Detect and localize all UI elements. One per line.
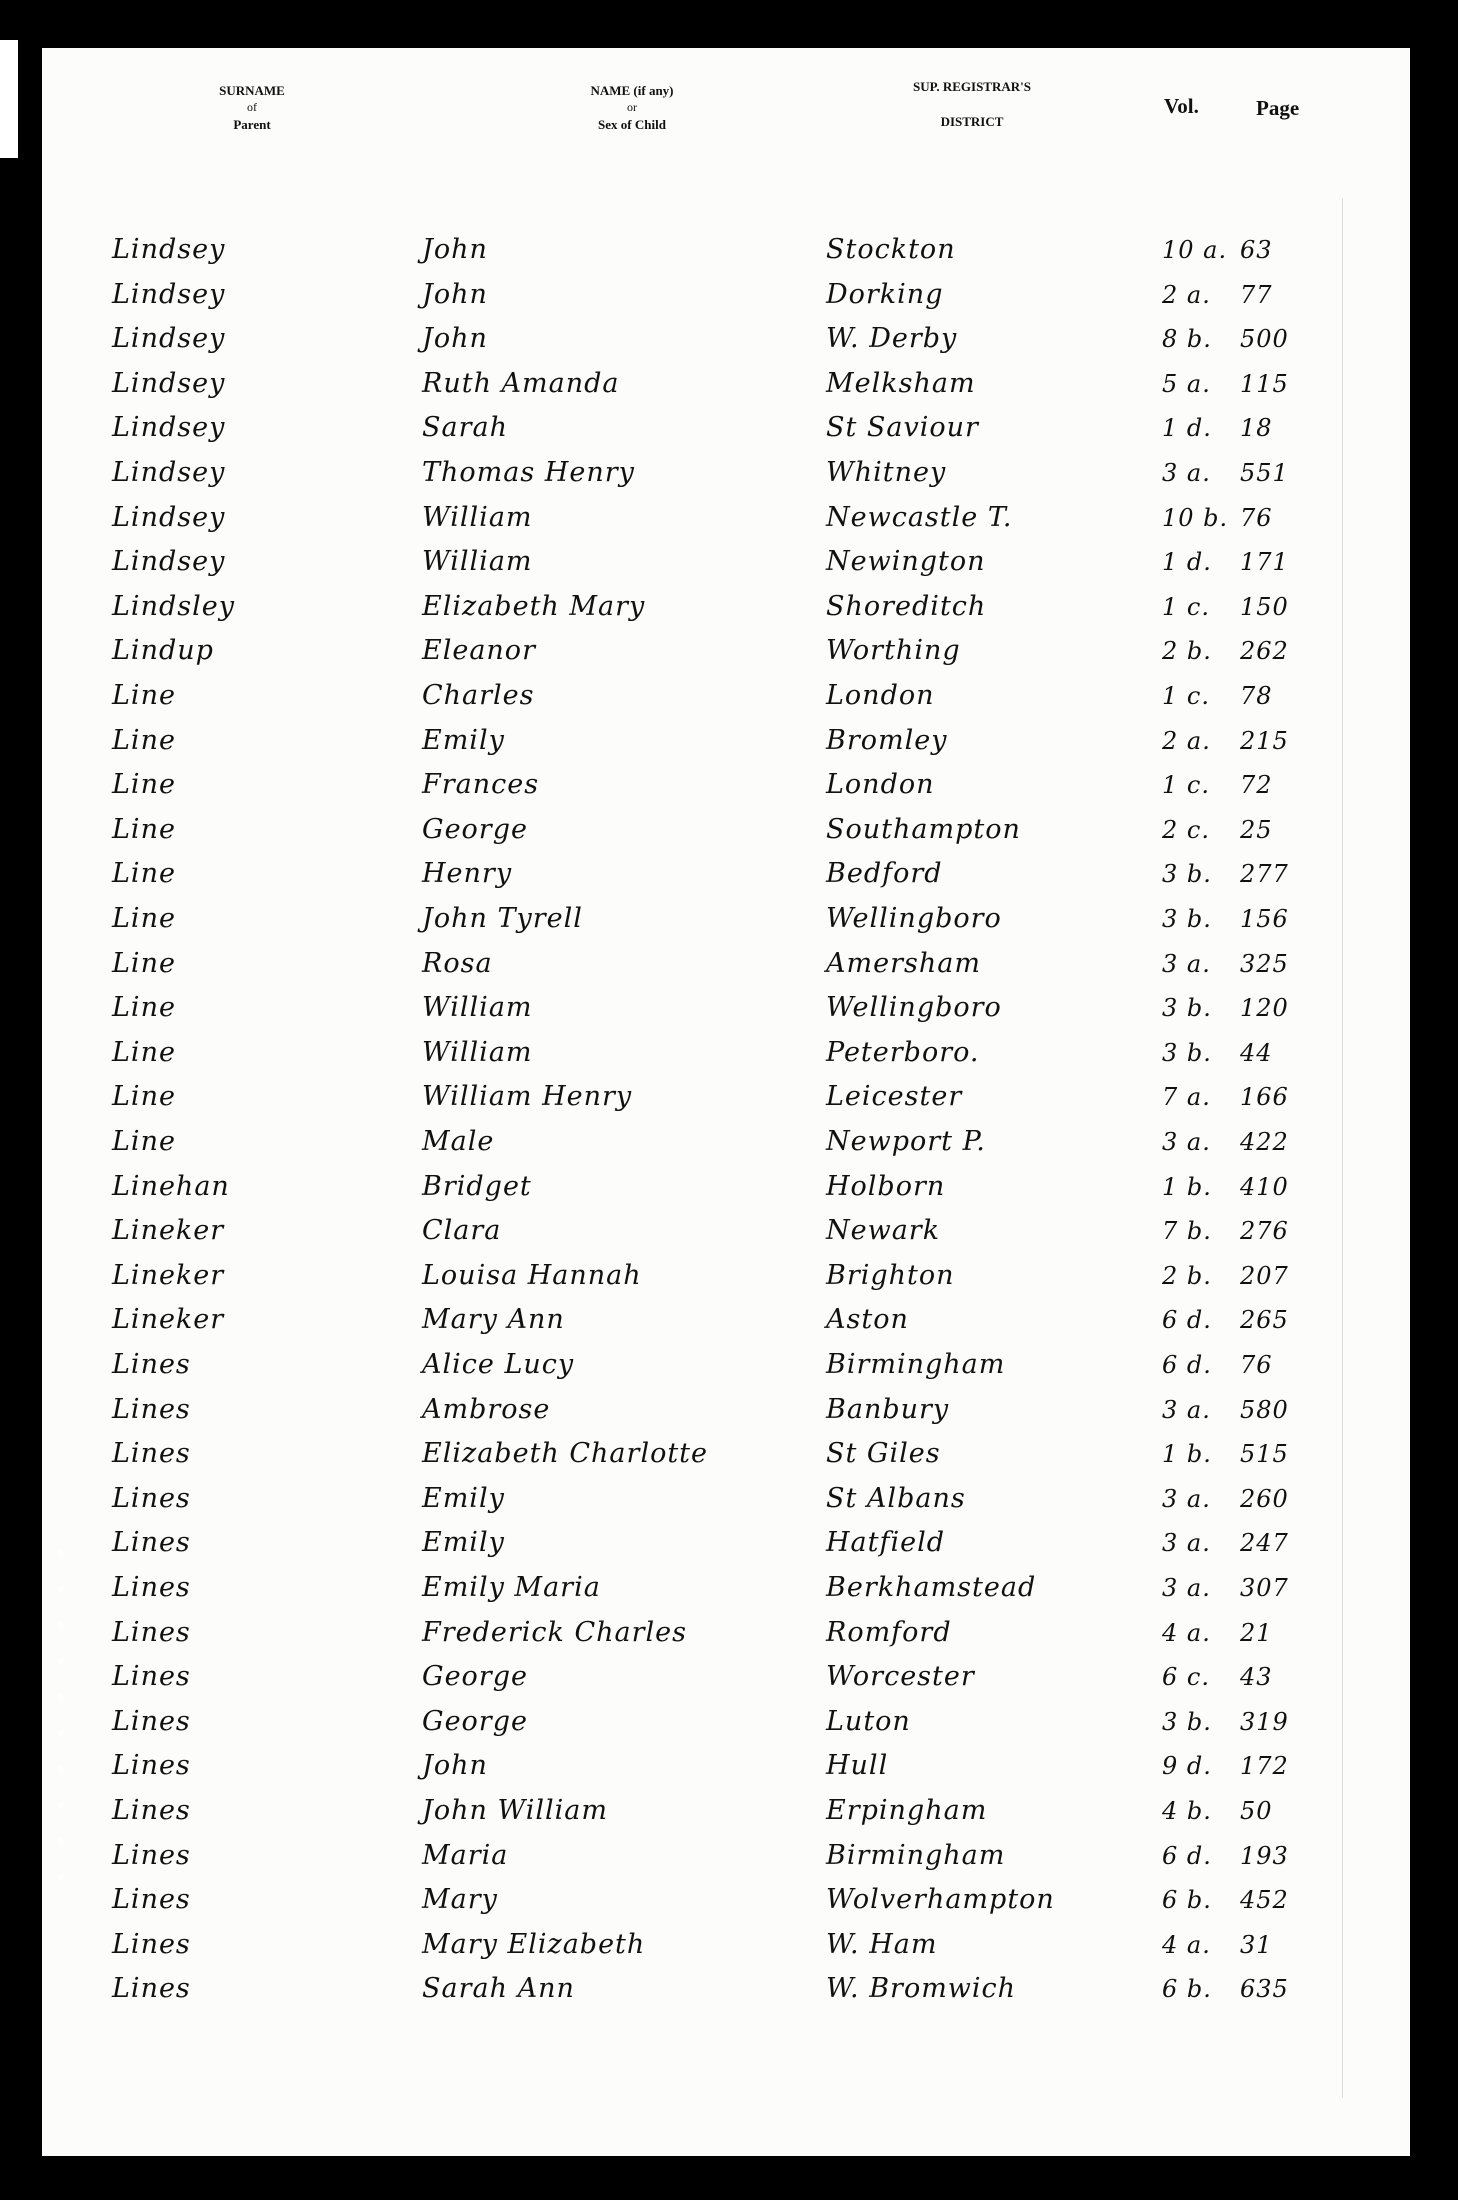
entry-district: Birmingham — [826, 1839, 1006, 1871]
entry-vol: 10 b. — [1162, 503, 1229, 532]
entry-page: 43 — [1240, 1663, 1273, 1692]
district-header — [882, 78, 1062, 130]
entry-page: 25 — [1240, 815, 1273, 844]
name-header-line2: or — [627, 100, 637, 114]
entry-page: 63 — [1240, 236, 1273, 264]
entry-name: Ruth Amanda — [422, 367, 620, 399]
entry-page: 166 — [1240, 1083, 1289, 1112]
entry-surname: Lineker — [112, 1215, 225, 1247]
entry-vol: 3 a. — [1162, 459, 1211, 487]
register-row — [42, 540, 1410, 584]
entry-vol: 3 a. — [1162, 1484, 1211, 1513]
entry-page: 76 — [1240, 1351, 1273, 1379]
register-row — [42, 1967, 1410, 2011]
register-row — [42, 1477, 1410, 1521]
entry-district: Leicester — [826, 1081, 963, 1113]
entry-page: 515 — [1240, 1440, 1289, 1469]
register-row — [42, 1611, 1410, 1655]
entry-vol: 3 a. — [1162, 949, 1211, 978]
entry-surname: Lines — [112, 1482, 191, 1514]
entry-surname: Lines — [112, 1705, 191, 1737]
entry-page: 171 — [1240, 548, 1289, 577]
entry-page: 277 — [1240, 860, 1289, 889]
punch-mark — [58, 1874, 63, 1881]
entry-surname: Lines — [112, 1928, 191, 1960]
entry-surname: Lindsey — [112, 367, 226, 399]
district-header-line1: SUP. REGISTRAR'S — [912, 79, 1031, 94]
district-header-line2: DISTRICT — [940, 114, 1004, 129]
entry-surname: Line — [112, 903, 176, 934]
entry-page: 77 — [1240, 280, 1273, 309]
entry-page: 193 — [1240, 1841, 1289, 1870]
entry-surname: Lines — [112, 1884, 191, 1916]
entry-page: 247 — [1240, 1529, 1289, 1558]
entry-district: W. Derby — [826, 323, 958, 355]
entry-surname: Lindsey — [112, 278, 226, 310]
entry-district: Melksham — [826, 367, 976, 399]
entry-vol: 3 a. — [1162, 1574, 1211, 1602]
entry-district: London — [826, 769, 935, 801]
entry-district: Shoreditch — [826, 590, 987, 622]
entry-page: 551 — [1240, 459, 1289, 487]
entry-district: Newport P. — [826, 1126, 986, 1157]
entry-page: 120 — [1240, 994, 1289, 1023]
entry-name: John William — [422, 1795, 608, 1826]
register-row — [42, 1343, 1410, 1387]
entry-page: 260 — [1240, 1484, 1289, 1513]
entry-page: 207 — [1240, 1261, 1289, 1290]
entry-vol: 1 c. — [1162, 682, 1210, 710]
entry-page: 215 — [1240, 726, 1289, 755]
entry-name: Frances — [422, 769, 540, 801]
entry-vol: 1 d. — [1162, 548, 1212, 577]
entry-vol: 9 d. — [1162, 1752, 1212, 1781]
entry-district: Newington — [826, 546, 986, 578]
entry-surname: Lines — [112, 1750, 191, 1782]
entry-vol: 2 c. — [1162, 815, 1210, 844]
entry-surname: Lindsey — [112, 501, 226, 533]
entry-surname: Lines — [112, 1795, 191, 1826]
entry-page: 635 — [1240, 1975, 1289, 2004]
punch-mark — [58, 1802, 63, 1809]
register-row — [42, 1521, 1410, 1565]
entry-surname: Linehan — [112, 1170, 230, 1202]
register-row — [42, 1165, 1410, 1209]
register-page — [42, 48, 1410, 2156]
entry-district: Banbury — [826, 1393, 950, 1425]
entry-vol: 1 b. — [1162, 1172, 1212, 1201]
entry-district: Hatfield — [826, 1527, 946, 1559]
entry-name: Male — [422, 1126, 495, 1157]
entry-page: 76 — [1240, 503, 1273, 532]
entry-name: Emily — [422, 1482, 505, 1514]
register-row — [42, 897, 1410, 941]
entry-surname: Lines — [112, 1616, 191, 1648]
entry-page: 307 — [1240, 1574, 1289, 1602]
entry-vol: 1 b. — [1162, 1440, 1212, 1469]
entry-name: William — [422, 1036, 533, 1068]
entry-district: Worcester — [826, 1661, 975, 1693]
entry-district: Brighton — [826, 1259, 955, 1291]
entry-vol: 3 b. — [1162, 860, 1212, 889]
punch-mark — [58, 1766, 63, 1773]
entry-page: 50 — [1240, 1797, 1273, 1825]
entry-district: W. Ham — [826, 1928, 938, 1960]
entry-page: 325 — [1240, 949, 1289, 978]
entry-surname: Line — [112, 769, 176, 801]
entry-vol: 2 b. — [1162, 1261, 1212, 1290]
entry-page: 265 — [1240, 1306, 1289, 1335]
entry-surname: Lindsey — [112, 412, 226, 444]
entry-name: William — [422, 501, 533, 533]
register-row — [42, 629, 1410, 673]
entry-district: Birmingham — [826, 1349, 1006, 1380]
register-row — [42, 362, 1410, 406]
entry-vol: 7 b. — [1162, 1217, 1212, 1246]
entry-page: 156 — [1240, 905, 1289, 933]
register-row — [42, 585, 1410, 629]
entry-surname: Lines — [112, 1839, 191, 1871]
entry-page: 319 — [1240, 1707, 1289, 1736]
entry-page: 18 — [1240, 414, 1273, 443]
entry-surname: Lindsley — [112, 590, 235, 622]
register-row — [42, 1298, 1410, 1342]
entry-name: William — [422, 992, 533, 1024]
entry-vol: 2 b. — [1162, 637, 1212, 666]
entry-page: 78 — [1240, 682, 1273, 710]
entry-page: 31 — [1240, 1930, 1273, 1959]
entry-vol: 4 a. — [1162, 1930, 1211, 1959]
entry-district: Newark — [826, 1215, 941, 1247]
entry-name: Clara — [422, 1215, 502, 1247]
punch-mark — [58, 1550, 63, 1557]
entry-district: Newcastle T. — [826, 501, 1013, 533]
entry-vol: 1 c. — [1162, 592, 1210, 621]
entry-vol: 6 b. — [1162, 1886, 1212, 1915]
entry-surname: Lindsey — [112, 546, 226, 578]
entry-district: Berkhamstead — [826, 1572, 1037, 1603]
entry-vol: 6 d. — [1162, 1306, 1212, 1335]
entry-surname: Lines — [112, 1393, 191, 1425]
entry-district: Romford — [826, 1616, 952, 1648]
entry-name: Emily — [422, 1527, 505, 1559]
register-row — [42, 719, 1410, 763]
entry-page: 452 — [1240, 1886, 1289, 1915]
entry-district: Amersham — [826, 947, 981, 979]
entry-district: Luton — [826, 1705, 911, 1737]
entry-surname: Lines — [112, 1572, 191, 1603]
entry-name: William — [422, 546, 533, 578]
left-margin-tab — [0, 40, 18, 158]
entry-name: Elizabeth Mary — [422, 590, 646, 622]
entry-district: Worthing — [826, 635, 961, 667]
punch-mark — [58, 1730, 63, 1737]
entry-vol: 3 b. — [1162, 1707, 1212, 1736]
register-row — [42, 1744, 1410, 1788]
register-row — [42, 986, 1410, 1030]
entry-name: Mary Elizabeth — [422, 1928, 646, 1960]
entry-vol: 4 b. — [1162, 1797, 1212, 1825]
entry-district: Wellingboro — [826, 903, 1002, 934]
entry-name: John Tyrell — [422, 903, 583, 934]
entry-page: 172 — [1240, 1752, 1289, 1781]
entry-surname: Lindsey — [112, 457, 226, 488]
entry-vol: 3 a. — [1162, 1395, 1211, 1424]
register-row — [42, 1655, 1410, 1699]
entry-name: Elizabeth Charlotte — [422, 1438, 709, 1470]
entry-surname: Line — [112, 724, 176, 756]
entry-name: George — [422, 1705, 528, 1737]
entry-page: 500 — [1240, 325, 1289, 354]
register-row — [42, 1209, 1410, 1253]
punch-mark — [58, 1622, 63, 1629]
entry-district: Hull — [826, 1750, 889, 1782]
register-row — [42, 1789, 1410, 1833]
register-row — [42, 1120, 1410, 1164]
entry-name: Rosa — [422, 947, 493, 979]
entry-surname: Line — [112, 1126, 176, 1157]
entry-vol: 1 d. — [1162, 414, 1212, 443]
entry-name: Eleanor — [422, 635, 536, 667]
name-header-line1: NAME (if any) — [590, 83, 674, 98]
entry-district: Southampton — [826, 813, 1021, 845]
entry-name: Emily — [422, 724, 505, 756]
entry-surname: Lines — [112, 1973, 191, 2005]
entry-name: Thomas Henry — [422, 457, 635, 488]
entry-surname: Lindsey — [112, 323, 226, 355]
punch-mark — [58, 1658, 63, 1665]
entry-vol: 5 a. — [1162, 369, 1211, 398]
punch-mark — [58, 1694, 63, 1701]
entry-district: W. Bromwich — [826, 1973, 1017, 2005]
entry-district: Bedford — [826, 858, 943, 890]
entry-surname: Lindsey — [112, 234, 226, 265]
page-header: Page — [1256, 96, 1300, 120]
punch-mark — [58, 1586, 63, 1593]
register-row — [42, 496, 1410, 540]
entry-page: 44 — [1240, 1038, 1273, 1067]
entry-vol: 6 b. — [1162, 1975, 1212, 2004]
entry-surname: Lines — [112, 1349, 191, 1380]
entry-surname: Lines — [112, 1438, 191, 1470]
entry-name: John — [422, 1750, 488, 1782]
entry-vol: 3 a. — [1162, 1128, 1211, 1156]
register-row — [42, 273, 1410, 317]
register-row — [42, 1254, 1410, 1298]
register-row — [42, 808, 1410, 852]
entry-page: 422 — [1240, 1128, 1289, 1156]
entry-vol: 3 b. — [1162, 905, 1212, 933]
entry-district: London — [826, 680, 935, 711]
entry-vol: 2 a. — [1162, 726, 1211, 755]
entry-name: Sarah Ann — [422, 1973, 575, 2005]
entry-name: George — [422, 813, 528, 845]
register-row — [42, 1432, 1410, 1476]
entry-name: Frederick Charles — [422, 1616, 688, 1648]
surname-header-line3: Parent — [233, 117, 271, 132]
entry-name: John — [422, 234, 488, 265]
surname-header-line1: SURNAME — [219, 83, 285, 98]
register-row — [42, 1566, 1410, 1610]
entry-name: Sarah — [422, 412, 508, 444]
entry-vol: 6 d. — [1162, 1351, 1212, 1379]
register-row — [42, 763, 1410, 807]
register-row — [42, 1031, 1410, 1075]
entry-name: George — [422, 1661, 528, 1693]
entry-surname: Line — [112, 1036, 176, 1068]
entry-name: John — [422, 278, 488, 310]
entry-district: Erpingham — [826, 1795, 988, 1826]
entry-name: Ambrose — [422, 1393, 551, 1425]
punch-mark — [58, 1838, 63, 1845]
entry-surname: Line — [112, 992, 176, 1024]
entry-name: Louisa Hannah — [422, 1259, 642, 1291]
entry-name: Bridget — [422, 1170, 532, 1202]
entry-vol: 3 b. — [1162, 1038, 1212, 1067]
entry-surname: Line — [112, 947, 176, 979]
register-row — [42, 1878, 1410, 1922]
register-row — [42, 228, 1410, 272]
register-row — [42, 942, 1410, 986]
entry-page: 580 — [1240, 1395, 1289, 1424]
surname-header-line2: of — [247, 100, 257, 114]
entry-district: St Albans — [826, 1482, 966, 1514]
register-row — [42, 674, 1410, 718]
register-row — [42, 406, 1410, 450]
entry-vol: 10 a. — [1162, 236, 1228, 264]
register-row — [42, 451, 1410, 495]
entry-page: 115 — [1240, 369, 1289, 398]
entry-surname: Line — [112, 1081, 176, 1113]
entry-name: Alice Lucy — [422, 1349, 575, 1380]
entry-vol: 6 c. — [1162, 1663, 1210, 1692]
entry-name: Maria — [422, 1839, 509, 1871]
entry-surname: Line — [112, 813, 176, 845]
entry-surname: Lines — [112, 1527, 191, 1559]
entry-surname: Line — [112, 858, 176, 890]
entry-page: 276 — [1240, 1217, 1289, 1246]
register-row — [42, 1388, 1410, 1432]
entry-district: St Saviour — [826, 412, 979, 444]
entry-name: Henry — [422, 858, 513, 890]
entry-name: Mary — [422, 1884, 498, 1916]
entry-vol: 4 a. — [1162, 1618, 1211, 1647]
register-row — [42, 1834, 1410, 1878]
entry-surname: Lindup — [112, 635, 214, 667]
entry-name: William Henry — [422, 1081, 633, 1113]
name-header-line3: Sex of Child — [598, 117, 666, 132]
register-row — [42, 1075, 1410, 1119]
column-header — [42, 48, 1410, 198]
entry-district: Bromley — [826, 724, 948, 756]
entry-name: Mary Ann — [422, 1304, 565, 1336]
register-row — [42, 1700, 1410, 1744]
entry-page: 262 — [1240, 637, 1289, 666]
entry-vol: 2 a. — [1162, 280, 1211, 309]
name-header — [542, 82, 722, 133]
entry-vol: 7 a. — [1162, 1083, 1211, 1112]
entry-district: Stockton — [826, 234, 956, 265]
entry-district: St Giles — [826, 1438, 941, 1470]
register-row — [42, 1923, 1410, 1967]
entry-page: 21 — [1240, 1618, 1273, 1647]
entry-vol: 8 b. — [1162, 325, 1212, 354]
entry-name: Emily Maria — [422, 1572, 601, 1603]
entry-surname: Lines — [112, 1661, 191, 1693]
entry-page: 410 — [1240, 1172, 1289, 1201]
entry-district: Wolverhampton — [826, 1884, 1055, 1916]
vol-header: Vol. — [1164, 94, 1199, 118]
entry-name: Charles — [422, 680, 535, 711]
margin-punch-marks — [54, 1550, 70, 1910]
entry-name: John — [422, 323, 488, 355]
register-row — [42, 852, 1410, 896]
entry-page: 150 — [1240, 592, 1289, 621]
entry-surname: Line — [112, 680, 176, 711]
surname-header — [192, 82, 312, 133]
entry-district: Holborn — [826, 1170, 946, 1202]
register-row — [42, 317, 1410, 361]
entry-district: Wellingboro — [826, 992, 1002, 1024]
entry-district: Whitney — [826, 457, 947, 488]
entry-vol: 1 c. — [1162, 771, 1210, 800]
entry-district: Dorking — [826, 278, 944, 310]
entry-surname: Lineker — [112, 1304, 225, 1336]
entry-vol: 6 d. — [1162, 1841, 1212, 1870]
entry-district: Peterboro. — [826, 1036, 980, 1068]
entry-page: 72 — [1240, 771, 1273, 800]
entry-vol: 3 b. — [1162, 994, 1212, 1023]
entry-vol: 3 a. — [1162, 1529, 1211, 1558]
entry-district: Aston — [826, 1304, 909, 1336]
entry-surname: Lineker — [112, 1259, 225, 1291]
